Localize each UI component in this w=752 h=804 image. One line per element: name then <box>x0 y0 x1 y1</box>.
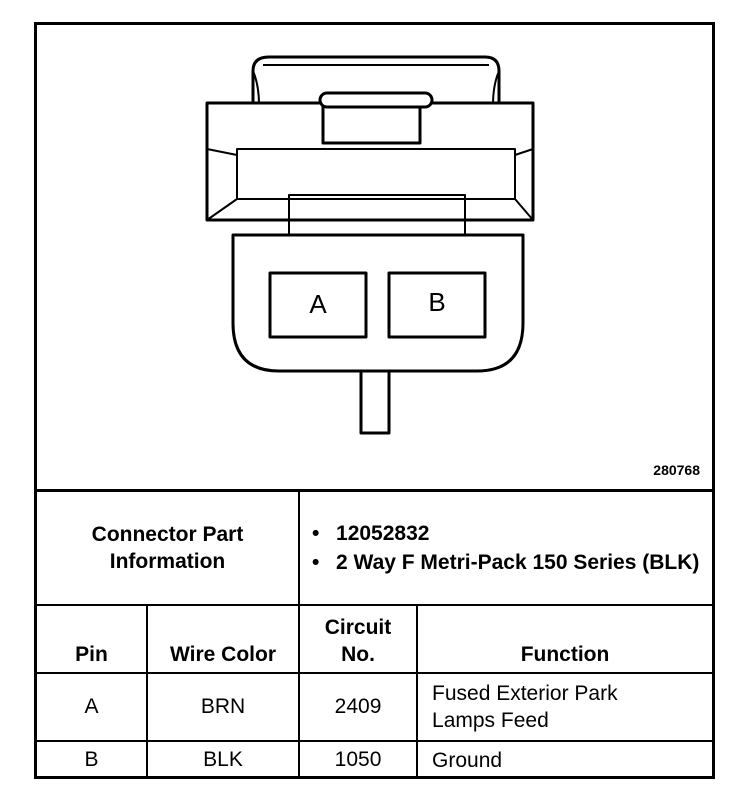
pin-label-b: B <box>428 287 446 317</box>
circuit-cell: 1050 <box>299 741 417 778</box>
wire-color-cell: BLK <box>147 741 299 778</box>
function-cell: Ground <box>417 741 712 778</box>
pin-cell: A <box>37 673 147 741</box>
header-pin: Pin <box>37 605 147 673</box>
wire-lead <box>361 371 389 433</box>
part-number: • 12052832 <box>336 519 712 548</box>
pin-label-a: A <box>309 289 327 319</box>
connector-info-label: Connector Part Information <box>37 492 299 605</box>
connector-housing-upper <box>207 103 533 220</box>
pin-cell: B <box>37 741 147 778</box>
figure-number: 280768 <box>653 462 700 478</box>
wire-color-cell: BRN <box>147 673 299 741</box>
connector-diagram <box>37 25 712 492</box>
table-row <box>37 673 712 741</box>
connector-info-row <box>37 492 712 605</box>
circuit-cell: 2409 <box>299 673 417 741</box>
connector-table <box>37 492 712 778</box>
table-header-row <box>37 605 712 673</box>
connector-drawing <box>37 25 712 490</box>
function-cell: Fused Exterior Park Lamps Feed <box>417 673 712 741</box>
header-function: Function <box>417 605 712 673</box>
connector-description: • 2 Way F Metri-Pack 150 Series (BLK) <box>336 548 712 577</box>
table-row <box>37 741 712 778</box>
connector-info-sheet <box>34 22 715 779</box>
header-circuit: Circuit No. <box>299 605 417 673</box>
latch-slot <box>320 93 432 107</box>
connector-info-values <box>299 492 712 605</box>
header-wire-color: Wire Color <box>147 605 299 673</box>
